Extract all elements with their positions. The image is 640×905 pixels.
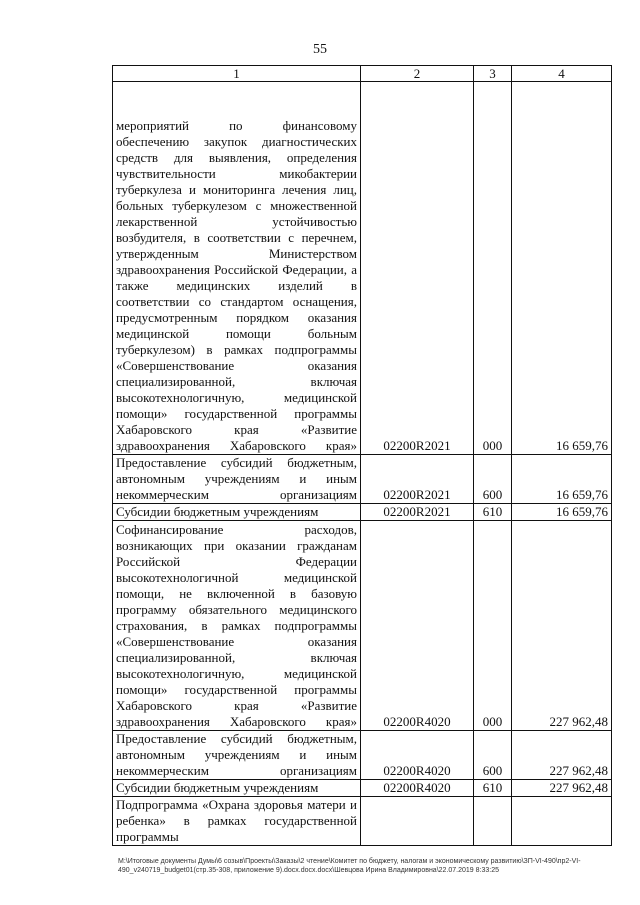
column-header: 2: [361, 66, 474, 82]
row-code: 02200R4020: [361, 521, 474, 731]
row-type: 600: [474, 731, 512, 780]
row-description: Софинансирование расходов, возникающих при оказании гражданам Российской Федерации высокотехнологичной медицинской помощи, не включенной в базовую программу обязательного медицинского страхования, в рамках подпрограммы «Совершенствование оказания специализированной, включая высокотехнологичную, медицинской помощи» государственной программы Хабаровского края «Развитие здравоохранения Хабаровского края»: [113, 521, 361, 731]
row-description: Предоставление субсидий бюджетным, автономным учреждениям и иным некоммерческим организациям: [113, 455, 361, 504]
table-row: [113, 455, 612, 504]
row-amount: [512, 797, 612, 846]
table-row: [113, 504, 612, 521]
row-description: Предоставление субсидий бюджетным, автономным учреждениям и иным некоммерческим организациям: [113, 731, 361, 780]
row-amount: 227 962,48: [512, 780, 612, 797]
table-row: [113, 521, 612, 731]
row-type: 000: [474, 521, 512, 731]
footer-line: 490_v240719_budget01(стр.35-308, приложение 9).docx.docx.docx\Шевцова Ирина Владимировна\22.07.2019 8:33:25: [118, 867, 499, 874]
row-code: 02200R2021: [361, 82, 474, 455]
table-row: [113, 797, 612, 846]
budget-table: [112, 65, 612, 846]
row-description: Подпрограмма «Охрана здоровья матери и ребенка» в рамках государственной программы: [113, 797, 361, 846]
row-code: 02200R4020: [361, 731, 474, 780]
row-code: 02200R4020: [361, 780, 474, 797]
row-description: Субсидии бюджетным учреждениям: [113, 504, 361, 521]
footer-line: M:\Итоговые документы Думы\6 созыв\Проекты\Заказы\2 чтение\Комитет по бюджету, налогам и экономическому развитию\ЗП-VI-490\пр2-VI-: [118, 858, 581, 865]
row-amount: 16 659,76: [512, 82, 612, 455]
column-header: 3: [474, 66, 512, 82]
row-type: [474, 797, 512, 846]
row-type: 610: [474, 780, 512, 797]
row-description: мероприятий по финансовому обеспечению закупок диагностических средств для выявления, определения чувствительности микобактерии туберкулеза и мониторинга лечения лиц, больных туберкулезом с множественной лекарственной устойчивостью возбудителя, в соответствии с перечнем, утвержденным Министерством здравоохранения Российской Федерации, а также медицинских изделий в соответствии со стандартом оснащения, предусмотренным порядком оказания медицинской помощи больным туберкулезом) в рамках подпрограммы «Совершенствование оказания специализированной, включая высокотехнологичную, медицинской помощи» государственной программы Хабаровского края «Развитие здравоохранения Хабаровского края»: [113, 82, 361, 455]
row-type: 610: [474, 504, 512, 521]
row-code: 02200R2021: [361, 455, 474, 504]
row-type: 000: [474, 82, 512, 455]
row-type: 600: [474, 455, 512, 504]
table-header-row: [113, 66, 612, 82]
row-code: [361, 797, 474, 846]
file-path-footer: [118, 857, 608, 875]
row-amount: 227 962,48: [512, 731, 612, 780]
row-code: 02200R2021: [361, 504, 474, 521]
table-row: [113, 731, 612, 780]
column-header: 4: [512, 66, 612, 82]
table-row: [113, 780, 612, 797]
table-row: [113, 82, 612, 455]
page-number: 55: [313, 42, 327, 57]
row-description: Субсидии бюджетным учреждениям: [113, 780, 361, 797]
column-header: 1: [113, 66, 361, 82]
row-amount: 16 659,76: [512, 504, 612, 521]
row-amount: 16 659,76: [512, 455, 612, 504]
row-amount: 227 962,48: [512, 521, 612, 731]
